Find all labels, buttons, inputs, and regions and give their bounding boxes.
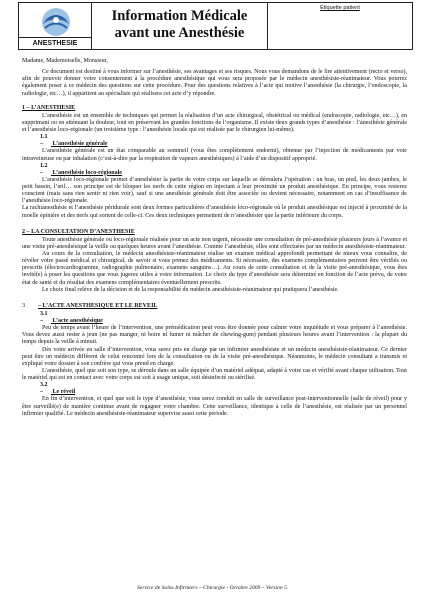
title-box	[92, 2, 268, 50]
logo-box	[18, 2, 92, 50]
subsection-3-1-paragraph-1: Peu de temps avant l’heure de l’intervention, une prémédication peut vous être donnée pour calmer votre inquiétude et vous préparer à l’anesthésie. Vous devez aussi rester à jeun (ne pas manger, ni boire ni fumer ni mâcher de chewing-gum) pendant plusieurs heures avant l’intervention : la plupart du temps depuis la veille à minuit.	[22, 325, 407, 346]
section-3-heading	[22, 303, 407, 310]
logo-label: ANESTHESIE	[19, 37, 91, 49]
subsection-number: 3.2 –	[40, 382, 48, 396]
intro-paragraph: Ce document est destiné à vous informer sur l’anesthésie, ses avantages et ses risques. Nous vous demandons de le lire attentivement (recto et verso), afin de pouvoir donner votre consentement à la procédure anesthésique qui vous sera proposée par le médecin anesthésiste-réanimateur. Vous pourrez également poser à ce médecin des questions sur cette procédure. Pour des questions relatives à l’acte qui motive l’anesthésie (la chirurgie, l’endoscopie, la radiologie, etc…), il appartient au spécialiste qui réalisera cet acte d’y répondre.	[22, 69, 407, 97]
hospital-logo-icon	[25, 6, 87, 38]
subsection-title: L’anesthésie loco-régionale	[52, 169, 122, 176]
subsection-3-2-paragraph-1: En fin d’intervention, et quel que soit le type d’anesthésie, vous serez conduit en salle de surveillance post-interventionnelle (salle de réveil) pour y être surveillé(e) de manière continue avant de regagner votre chambre. Cette surveillance, identique à celle de l’anesthésie, est réalisée par un personnel infirmier qualifié. Le médecin anesthésiste-réanimateur supervise aussi cette période.	[22, 396, 407, 417]
patient-label: Etiquette patient	[320, 5, 360, 11]
subsection-number: 1.1 –	[40, 134, 48, 148]
section-3-title: – L’ACTE ANESTHESIQUE ET LE REVEIL	[38, 302, 158, 309]
document-title-line1: Information Médicale	[111, 8, 248, 24]
subsection-number: 3.1 –	[40, 310, 48, 324]
section-2-heading: 2 – LA CONSULTATION D’ANESTHESIE	[22, 228, 135, 235]
document-header	[18, 2, 413, 50]
section-2-paragraph-2: Au cours de la consultation, le médecin anesthésiste-réanimateur réalise un examen médical approfondi permettant de mieux vous connaître, de révéler votre passé médical et chirurgical, de savoir si vous prenez des médicaments. Si nécessaire, des examens complémentaires peuvent être vérifiés ou prescrits (électrocardiogramme, radiographie pulmonaire, examens sanguins…). Au cours de cette consultation et de la visite pré-anesthésique, vous êtes invité(e) à poser les questions que vous jugerez utiles à votre information. Le choix du type d’anesthésie sera déterminé en fonction de l’acte prévu, de votre état de santé et du résultat des examens complémentaires éventuellement prescrits.	[22, 251, 407, 286]
subsection-3-2-heading	[22, 382, 407, 396]
section-3-number: 3	[22, 302, 26, 309]
subsection-1-1-heading	[22, 134, 407, 148]
subsection-title: L’anesthésie générale	[52, 141, 108, 148]
section-2-paragraph-3: Le choix final relève de la décision et de la responsabilité du médecin anesthésiste-réanimateur qui pratiquera l’anesthésie.	[42, 286, 339, 293]
subsection-number: 1.2 –	[40, 162, 48, 176]
subsection-1-1-paragraph: L’anesthésie générale est un état comparable au sommeil (vous êtes complètement endormi), obtenue par l’injection de médicaments par voie intraveineuse ou par inhalation (c’est-à-dire par la respiration de vapeurs anesthésiques) à l’aide d’un dispositif approprié.	[22, 148, 407, 162]
subsection-1-2-paragraph-1: L’anesthésie loco-régionale permet d’anesthésier la partie de votre corps sur laquelle se déroulera l’opération : un bras, un pied, les deux jambes, le petit bassin, l’œil… son principe est de bloquer les nerfs de cette région en injectant à leur proximité un produit anesthésique. En principe, vous resterez conscient (mais sans rien sentir ni rien voir), sauf si une anesthésie générale doit être associée ou devient nécessaire, notamment en cas d’insuffisance de l’anesthésie loco-régionale.	[22, 176, 407, 205]
subsection-3-1-paragraph-3: L’anesthésie, quel que soit son type, se déroule dans un salle équipée d’un matériel adéquat, adapté à votre cas et vérifié avant chaque utilisation. Tout le matériel qui est en contact avec votre corps est soit à usage unique, soit désinfecté ou stérilisé.	[22, 367, 407, 381]
section-1-heading: 1 – L’ANESTHESIE	[22, 104, 76, 111]
subsection-title: Le réveil	[52, 389, 76, 396]
section-2-paragraph-1: Toute anesthésie générale ou loco-régionale réalisée pour un acte non urgent, nécessite une consultation de pré-anesthésie plusieurs jours à l’avance et une visite pré-anesthésique la veille ou quelques heures avant l’anesthésie. Comme l’anesthésie, elles sont effectuées par un médecin anesthésiste-réanimateur.	[22, 236, 407, 250]
subsection-3-1-heading	[22, 311, 407, 325]
subsection-1-2-heading	[22, 163, 407, 177]
subsection-3-1-paragraph-2: Dès votre arrivée en salle d’intervention, vous serez pris en charge par un infirmier anesthésiste et un médecin anesthésiste-réanimateur. Ce dernier peut être un médecin différent de celui rencontré lors de la consultation ou de la visite pré-anesthésique. Néanmoins, le médecin consultant a transmis et expliqué votre dossier à son confrère qui vous prend en charge.	[22, 346, 407, 367]
document-body	[22, 58, 407, 418]
patient-label-box	[268, 2, 413, 50]
document-title-line2: avant une Anesthésie	[114, 25, 245, 41]
document-footer: Service de Soins Infirmiers – Chirurgie - Octobre 2009 – Version 5	[137, 585, 287, 591]
subsection-title: L’acte anesthésique	[52, 318, 103, 324]
section-1-paragraph: L’anesthésie est un ensemble de techniques qui permet la réalisation d’un acte chirurgical, obstétrical ou médical (endoscopie, radiologie, etc…), en supprimant ou en atténuant la douleur, tout en préservant les grandes fonctions de l’organisme. Il existe deux grands types d’anesthésie : l’anesthésie générale et l’anesthésie loco-régionale (un troisième type : l’anesthésie locale qui est réalisée par le chirurgien lui-même).	[22, 112, 407, 133]
subsection-1-2-paragraph-2: La rachianesthésie et l’anesthésie péridurale sont deux formes particulières d’anesthésie loco-régionale où le produit anesthésique est injecté à proximité de la moelle épinière et des nerfs qui sortent de celle-ci. Ces deux techniques permettent de n’anesthésier que la partie inférieure du corps.	[22, 205, 407, 219]
salutation: Madame, Mademoiselle, Monsieur,	[22, 58, 108, 64]
